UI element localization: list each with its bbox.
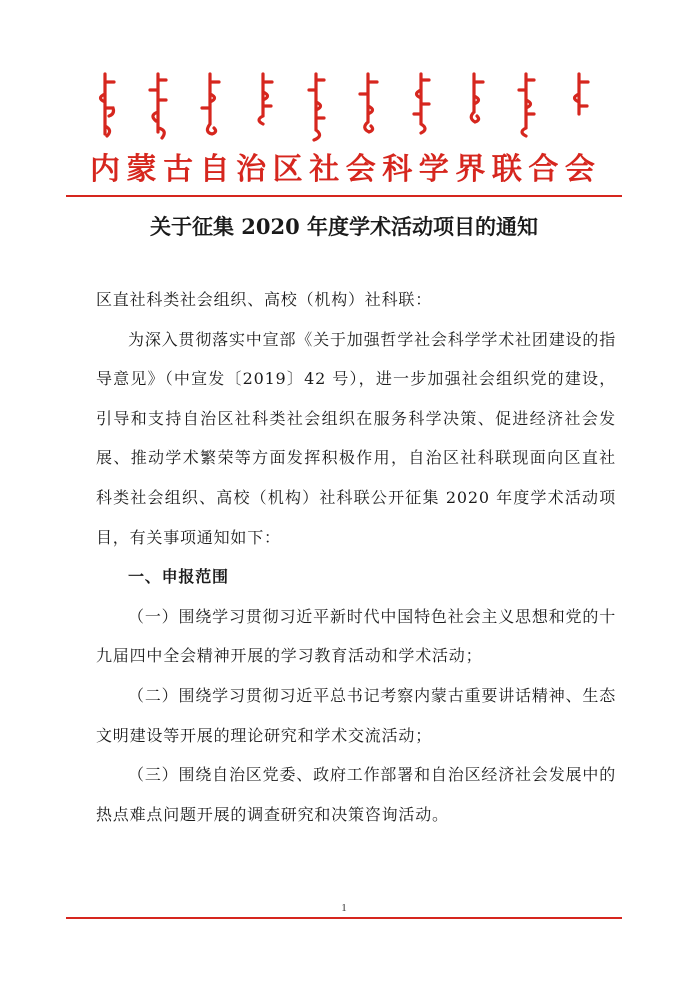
mongolian-word-6 — [355, 72, 381, 142]
document-body — [96, 280, 616, 834]
mongolian-word-1 — [92, 72, 118, 142]
intro-paragraph: 为深入贯彻落实中宣部《关于加强哲学社会科学学术社团建设的指导意见》（中宣发〔2019〕42 号），进一步加强社会组织党的建设，引导和支持自治区社科类社会组织在服务科学决策、促进经济社会发展、推动学术繁荣等方面发挥积极作用，自治区社科联现面向区直社科类社会组织、高校（机构）社科联公开征集 2020 年度学术活动项目，有关事项通知如下： — [96, 329, 616, 547]
mongolian-word-8 — [461, 72, 487, 142]
scope-item-3: （三）围绕自治区党委、政府工作部署和自治区经济社会发展中的热点难点问题开展的调查研究和决策咨询活动。 — [96, 765, 616, 824]
mongolian-word-3 — [197, 72, 223, 142]
mongolian-word-2 — [145, 72, 171, 142]
org-name-char: 界 — [455, 152, 486, 187]
scope-item-1: （一）围绕学习贯彻习近平新时代中国特色社会主义思想和党的十九届四中全会精神开展的学习教育活动和学术活动； — [96, 606, 616, 666]
page-number: 1 — [341, 902, 347, 914]
mongolian-word-5 — [303, 72, 329, 142]
org-name-char: 会 — [564, 152, 595, 187]
mongolian-word-4 — [250, 72, 276, 142]
org-name-char: 自 — [199, 152, 230, 187]
mongolian-script-header — [92, 72, 592, 142]
org-name-char: 会 — [345, 152, 376, 187]
section-heading: 一、申报范围 — [128, 567, 229, 587]
mongolian-word-10 — [566, 72, 592, 142]
header-divider-line — [66, 195, 622, 197]
org-name-char: 联 — [491, 152, 522, 187]
org-name-header — [90, 148, 595, 192]
footer-divider-line — [66, 917, 622, 919]
org-name-char: 学 — [418, 152, 449, 187]
mongolian-word-9 — [513, 72, 539, 142]
salutation: 区直社科类社会组织、高校（机构）社科联： — [96, 290, 433, 309]
org-name-char: 区 — [272, 152, 303, 187]
org-name-char: 古 — [163, 152, 194, 187]
document-title: 关于征集 2020 年度学术活动项目的通知 — [149, 214, 539, 239]
org-name-char: 科 — [382, 152, 413, 187]
mongolian-word-7 — [408, 72, 434, 142]
scope-item-2: （二）围绕学习贯彻习近平总书记考察内蒙古重要讲话精神、生态文明建设等开展的理论研究和学术交流活动； — [96, 685, 616, 745]
org-name-char: 治 — [236, 152, 267, 187]
org-name-char: 社 — [309, 152, 340, 187]
org-name-char: 内 — [90, 152, 120, 187]
org-name-char: 蒙 — [126, 152, 157, 187]
org-name-char: 合 — [528, 152, 559, 187]
